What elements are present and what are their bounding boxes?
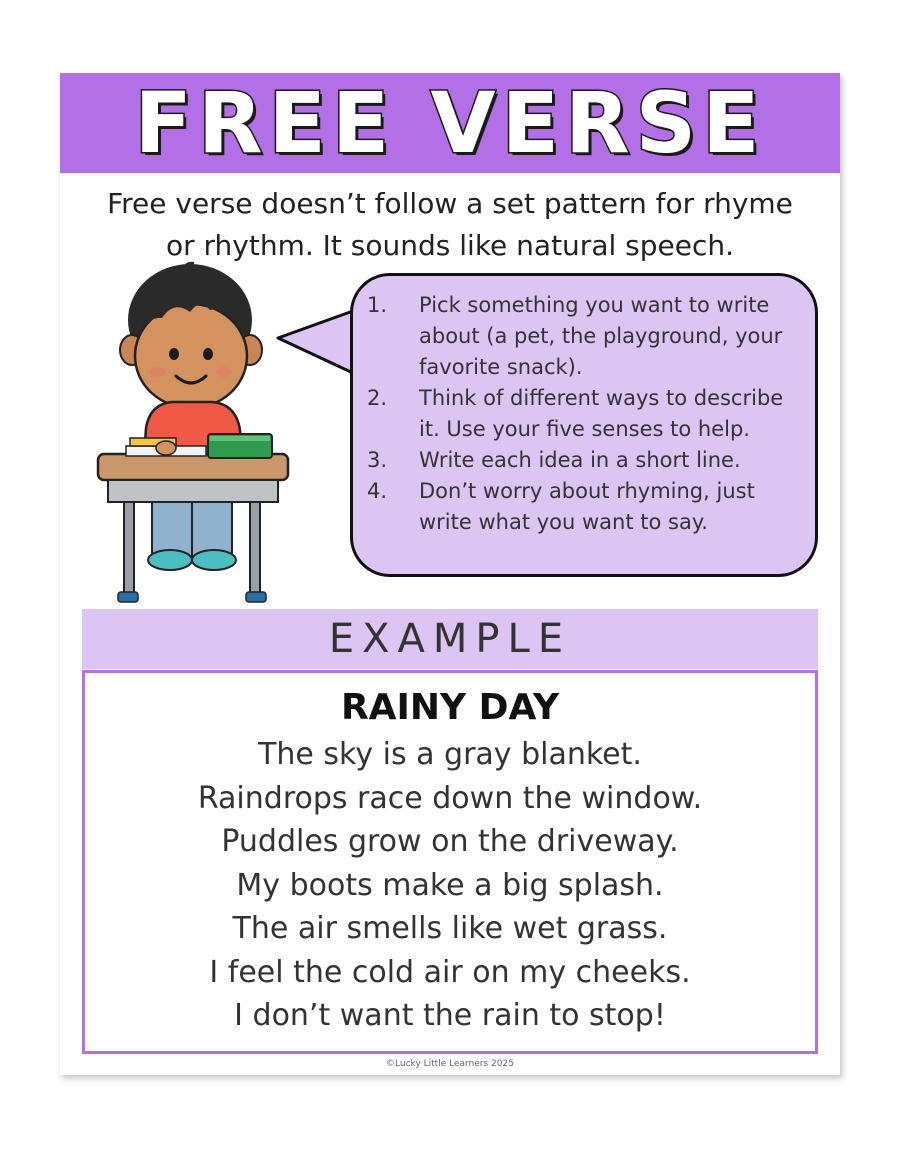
page-title: FREE VERSE: [134, 74, 766, 172]
intro-line2: or rhythm. It sounds like natural speech.: [165, 229, 735, 262]
example-banner: [82, 609, 818, 669]
example-poem-box: [82, 670, 818, 1054]
student-at-desk-illustration: [90, 258, 300, 608]
anchor-chart-page: [60, 73, 840, 1075]
steps-speech-bubble: [350, 273, 818, 577]
example-heading: EXAMPLE: [328, 616, 572, 662]
poem-line: Raindrops race down the window.: [197, 780, 703, 816]
poem-line: Puddles grow on the driveway.: [221, 824, 679, 859]
poem-line: The air smells like wet grass.: [232, 911, 668, 946]
poem-lines: [85, 733, 815, 1038]
step-item: 2. Think of different ways to describe it. Use your five senses to help.: [367, 386, 784, 441]
intro-text: [60, 183, 840, 267]
step-item: 1. Pick something you want to write about (a pet, the playground, your favorite snack).: [367, 293, 783, 379]
intro-lead: Free verse: [107, 187, 253, 220]
poem-line: My boots make a big splash.: [236, 867, 664, 903]
poem-line: I feel the cold air on my cheeks.: [209, 954, 691, 990]
steps-list: [367, 290, 797, 538]
poem-line: The sky is a gray blanket.: [258, 737, 642, 772]
poem-title: RAINY DAY: [340, 687, 560, 728]
intro-line1: doesn’t follow a set pattern for rhyme: [252, 187, 793, 220]
title-banner: [60, 73, 840, 173]
step-item: 4. Don’t worry about rhyming, just write what you want to say.: [367, 479, 755, 534]
step-item: 3. Write each idea in a short line.: [367, 448, 741, 472]
poem-line: I don’t want the rain to stop!: [234, 998, 666, 1033]
copyright-footer: ©Lucky Little Learners 2025: [386, 1059, 514, 1069]
